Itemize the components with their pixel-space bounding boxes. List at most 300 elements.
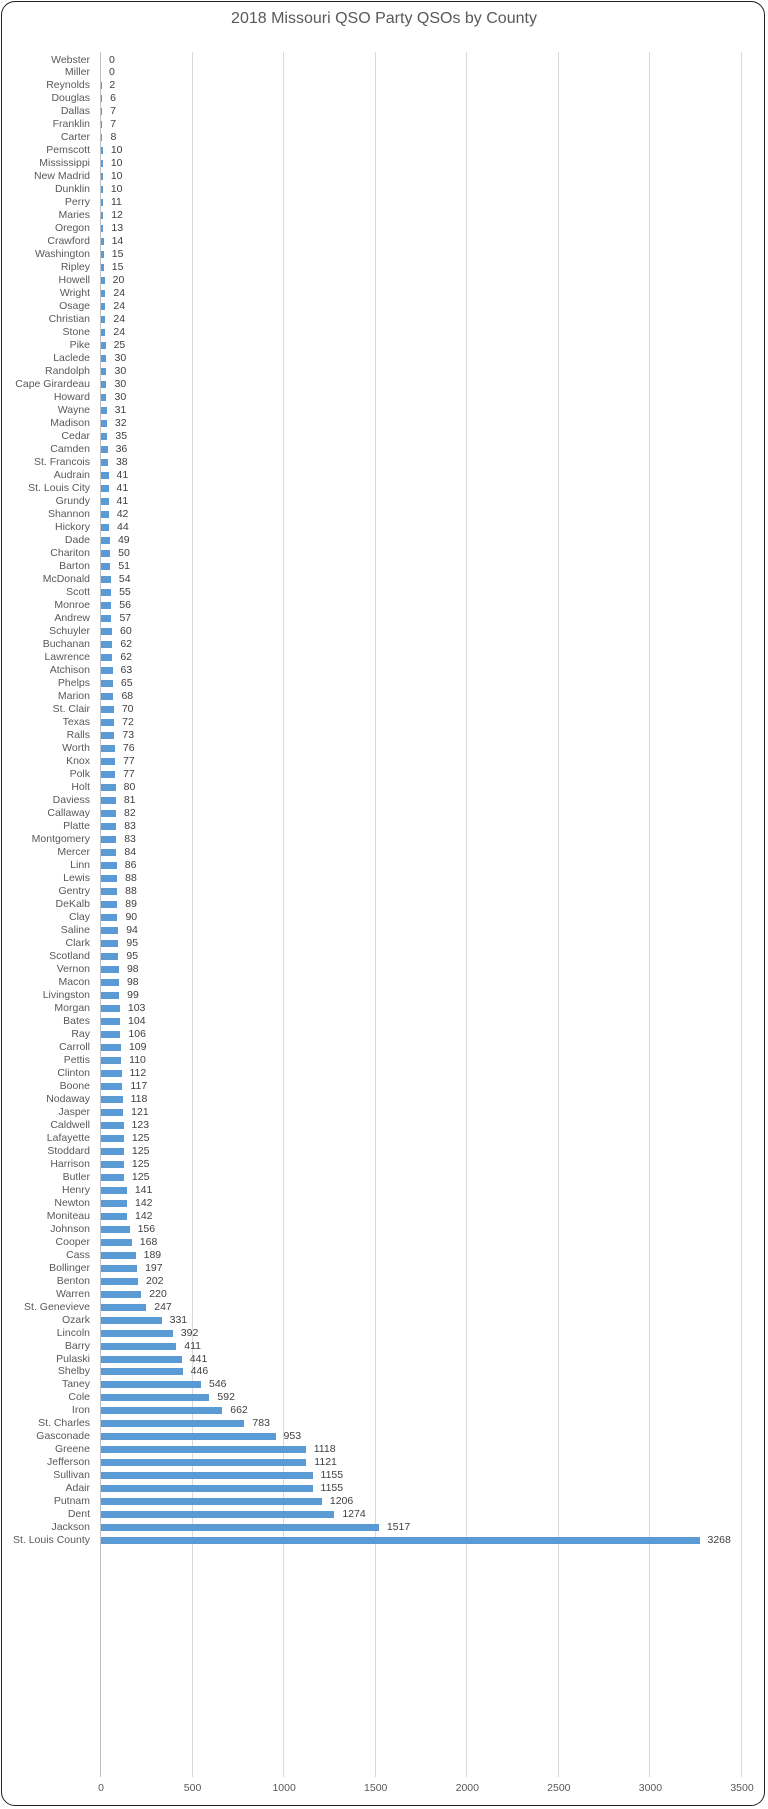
data-label: 89	[125, 897, 137, 910]
bar	[101, 1420, 244, 1427]
category-label: Maries	[58, 209, 90, 222]
data-label: 82	[124, 806, 136, 819]
bar	[101, 914, 117, 921]
bar-row	[0, 248, 768, 261]
category-label: Cole	[68, 1391, 90, 1404]
bar	[101, 1005, 120, 1012]
data-label: 123	[131, 1118, 150, 1131]
bar-row	[0, 417, 768, 430]
data-label: 30	[114, 378, 127, 391]
bar-row	[0, 352, 768, 365]
category-label: Wright	[59, 287, 90, 300]
bar	[101, 1044, 121, 1051]
bar	[101, 1433, 276, 1440]
category-label: Buchanan	[42, 638, 90, 651]
bar-row	[0, 911, 768, 924]
category-label: Reynolds	[46, 79, 90, 92]
x-tick-label: 1000	[272, 1782, 296, 1794]
data-label: 54	[118, 573, 131, 586]
data-label: 49	[117, 534, 130, 547]
data-label: 41	[116, 482, 129, 495]
bar	[101, 602, 111, 609]
bar	[101, 1356, 182, 1363]
bar-row	[0, 1365, 768, 1378]
bar-row	[0, 235, 768, 248]
bar	[101, 641, 112, 648]
data-label: 142	[135, 1196, 153, 1209]
bar	[101, 823, 116, 830]
bar	[101, 1148, 124, 1155]
bar	[101, 784, 116, 791]
category-label: Boone	[59, 1079, 90, 1092]
data-label: 1517	[386, 1521, 411, 1534]
bar-row	[0, 66, 768, 79]
bar-row	[0, 157, 768, 170]
bar	[101, 836, 116, 843]
bar	[101, 472, 109, 479]
bar	[101, 992, 119, 999]
bar-row	[0, 898, 768, 911]
data-label: 10	[110, 170, 123, 183]
data-label: 86	[124, 858, 137, 871]
category-label: Livingston	[42, 988, 90, 1001]
data-label: 6	[110, 92, 116, 105]
bar-row	[0, 729, 768, 742]
data-label: 95	[126, 936, 139, 949]
category-label: Clay	[68, 910, 90, 923]
bar	[101, 1096, 123, 1103]
bar-row	[0, 1469, 768, 1482]
chart-title: 2018 Missouri QSO Party QSOs by County	[231, 10, 537, 27]
bar-row	[0, 872, 768, 885]
bar-row	[0, 560, 768, 573]
bar-row	[0, 105, 768, 118]
category-label: St. Francois	[33, 456, 90, 469]
bar-row	[0, 54, 768, 67]
data-label: 109	[128, 1040, 147, 1053]
category-label: Moniteau	[46, 1209, 90, 1222]
data-label: 73	[122, 728, 135, 741]
category-label: Gasconade	[36, 1430, 90, 1443]
bar	[101, 1213, 127, 1220]
bar-row	[0, 430, 768, 443]
data-label: 60	[119, 625, 132, 638]
category-label: Nodaway	[46, 1092, 90, 1105]
bar-row	[0, 1119, 768, 1132]
category-label: Laclede	[53, 352, 90, 365]
data-label: 202	[145, 1274, 164, 1287]
data-label: 189	[143, 1248, 162, 1261]
bar	[101, 225, 103, 232]
data-label: 104	[128, 1014, 146, 1027]
bar-row	[0, 1327, 768, 1340]
bar	[101, 888, 117, 895]
data-label: 70	[121, 703, 134, 715]
bar	[101, 1031, 120, 1038]
bar-row	[0, 963, 768, 976]
bar	[101, 940, 118, 947]
bar-row	[0, 1184, 768, 1197]
category-label: Greene	[54, 1443, 90, 1456]
category-label: Howard	[53, 391, 90, 404]
bar-row	[0, 469, 768, 482]
bar	[101, 667, 113, 674]
category-label: Caldwell	[50, 1118, 90, 1131]
category-label: St. Genevieve	[24, 1300, 90, 1313]
bar	[101, 810, 116, 817]
data-label: 65	[120, 677, 133, 690]
bar-row	[0, 1417, 768, 1430]
bar-row	[0, 768, 768, 781]
data-label: 24	[113, 313, 126, 326]
data-label: 197	[145, 1261, 163, 1274]
category-label: Shelby	[57, 1365, 90, 1378]
bar-row	[0, 677, 768, 690]
category-label: Clinton	[57, 1066, 90, 1079]
category-label: Henry	[61, 1183, 90, 1196]
bar-row	[0, 1041, 768, 1054]
bar-row	[0, 404, 768, 417]
category-label: Cape Girardeau	[15, 378, 90, 391]
category-label: St. Clair	[52, 703, 90, 715]
data-label: 392	[180, 1326, 199, 1339]
bar	[101, 979, 119, 986]
data-label: 80	[123, 780, 136, 793]
category-label: Newton	[54, 1196, 90, 1209]
bar-row	[0, 781, 768, 794]
bar	[101, 1278, 138, 1285]
data-label: 55	[119, 586, 131, 599]
bar-row	[0, 924, 768, 937]
bar	[101, 1174, 124, 1181]
bar	[101, 1018, 120, 1025]
category-label: Barton	[59, 560, 90, 573]
data-label: 8	[110, 131, 117, 144]
bar	[101, 108, 102, 115]
category-label: Gentry	[58, 884, 90, 897]
data-label: 1118	[313, 1443, 336, 1456]
data-label: 13	[111, 222, 124, 235]
bar-row	[0, 1158, 768, 1171]
bar-row	[0, 859, 768, 872]
bar-row	[0, 274, 768, 287]
bar	[101, 251, 104, 258]
bar	[101, 1057, 121, 1064]
bar	[101, 160, 103, 167]
bar-row	[0, 1314, 768, 1327]
category-label: Stone	[62, 326, 90, 339]
data-label: 83	[124, 832, 136, 845]
bar	[101, 1239, 132, 1246]
data-label: 10	[110, 144, 123, 157]
category-label: Worth	[62, 741, 90, 754]
data-label: 141	[134, 1183, 153, 1196]
bar-row	[0, 222, 768, 235]
category-label: Daviess	[52, 793, 90, 806]
bar-row	[0, 1067, 768, 1080]
category-label: Pettis	[63, 1053, 90, 1066]
category-label: Cass	[66, 1248, 90, 1261]
data-label: 24	[113, 287, 126, 300]
data-label: 1155	[320, 1482, 344, 1495]
bar-row	[0, 976, 768, 989]
bar-row	[0, 144, 768, 157]
bar-row	[0, 1404, 768, 1417]
data-label: 63	[120, 664, 133, 677]
bar-row	[0, 716, 768, 729]
data-label: 20	[112, 274, 125, 287]
data-label: 77	[123, 754, 135, 767]
data-label: 125	[131, 1144, 150, 1157]
x-tick-label: 500	[183, 1782, 202, 1794]
data-label: 783	[252, 1417, 270, 1430]
data-label: 76	[122, 741, 135, 754]
bar-row	[0, 1482, 768, 1495]
bar-row	[0, 378, 768, 391]
bar-row	[0, 1197, 768, 1210]
data-label: 90	[125, 910, 138, 923]
category-label: Dallas	[60, 105, 90, 118]
bar-row	[0, 1495, 768, 1508]
x-tick-label: 2500	[547, 1782, 571, 1794]
bar	[101, 1122, 124, 1129]
bar-row	[0, 612, 768, 625]
bar-row	[0, 1521, 768, 1534]
bar-row	[0, 131, 768, 144]
data-label: 50	[118, 547, 130, 560]
bar-row	[0, 495, 768, 508]
bar-row	[0, 1171, 768, 1184]
data-label: 98	[126, 962, 139, 975]
category-label: Howell	[58, 274, 90, 287]
data-label: 62	[120, 651, 133, 664]
bar-row	[0, 170, 768, 183]
data-label: 117	[130, 1079, 148, 1092]
bar-row	[0, 482, 768, 495]
bar	[101, 1200, 127, 1207]
data-label: 331	[169, 1313, 188, 1326]
bar	[101, 719, 114, 726]
data-label: 72	[122, 715, 134, 728]
data-label: 31	[114, 404, 127, 417]
bar	[101, 1537, 700, 1544]
data-label: 10	[110, 183, 123, 196]
bar-row	[0, 703, 768, 716]
data-label: 118	[130, 1092, 148, 1105]
bar-row	[0, 1301, 768, 1314]
bar-row	[0, 937, 768, 950]
bar-row	[0, 1430, 768, 1443]
bar-row	[0, 196, 768, 209]
data-label: 95	[126, 949, 139, 962]
bar	[101, 1459, 306, 1466]
bar	[101, 524, 109, 531]
bar	[101, 1252, 136, 1259]
category-label: Polk	[69, 767, 90, 780]
bar	[101, 1135, 124, 1142]
bar-row	[0, 1223, 768, 1236]
data-label: 30	[114, 391, 127, 404]
bar-row	[0, 391, 768, 404]
data-label: 84	[124, 845, 137, 858]
bar-row	[0, 1249, 768, 1262]
bar	[101, 1083, 122, 1090]
bar	[101, 1070, 122, 1077]
bar	[101, 1524, 379, 1531]
category-label: Macon	[58, 975, 90, 988]
bar-row	[0, 443, 768, 456]
bar	[101, 550, 110, 557]
bar	[101, 1381, 201, 1388]
bar-row	[0, 1353, 768, 1366]
bar-row	[0, 534, 768, 547]
data-label: 3268	[707, 1534, 731, 1547]
category-label: Vernon	[56, 962, 90, 975]
bar-row	[0, 1378, 768, 1391]
data-label: 77	[123, 767, 135, 780]
bar-row	[0, 742, 768, 755]
data-label: 98	[126, 975, 139, 988]
category-label: Wayne	[57, 404, 90, 417]
category-label: Scotland	[49, 949, 90, 962]
bar	[101, 121, 102, 128]
bar	[101, 342, 106, 349]
bar	[101, 1265, 137, 1272]
bar-row	[0, 547, 768, 560]
data-label: 546	[208, 1378, 227, 1391]
bar-row	[0, 885, 768, 898]
bar	[101, 1304, 146, 1311]
category-label: St. Charles	[38, 1417, 90, 1430]
data-label: 0	[109, 66, 115, 79]
bar	[101, 797, 116, 804]
data-label: 156	[137, 1222, 156, 1235]
category-label: Dade	[64, 534, 90, 547]
bar-row	[0, 261, 768, 274]
category-label: Crawford	[47, 235, 90, 248]
bar-row	[0, 209, 768, 222]
data-label: 592	[217, 1391, 235, 1404]
bar-row	[0, 794, 768, 807]
category-label: Hickory	[54, 521, 90, 534]
category-label: Pike	[69, 339, 90, 352]
bar	[101, 654, 112, 661]
bar	[101, 134, 102, 141]
x-tick-label: 1500	[364, 1782, 388, 1794]
bar	[101, 1511, 334, 1518]
bar-row	[0, 833, 768, 846]
data-label: 41	[116, 469, 129, 482]
bar	[101, 1485, 313, 1492]
category-label: Webster	[51, 53, 90, 66]
bar	[101, 498, 109, 505]
data-label: 0	[109, 53, 115, 66]
data-label: 1206	[329, 1495, 354, 1508]
data-label: 24	[113, 300, 126, 313]
bar-row	[0, 287, 768, 300]
bar	[101, 537, 110, 544]
category-label: Osage	[59, 300, 90, 313]
category-label: Bates	[63, 1014, 90, 1027]
bar	[101, 849, 116, 856]
bar-row	[0, 846, 768, 859]
data-label: 247	[154, 1300, 172, 1313]
bar-row	[0, 118, 768, 131]
x-tick-label: 0	[98, 1782, 104, 1794]
bar-row	[0, 989, 768, 1002]
category-label: Andrew	[54, 612, 90, 625]
data-label: 36	[115, 443, 128, 456]
bar-row	[0, 313, 768, 326]
bar	[101, 394, 106, 401]
bar-row	[0, 1080, 768, 1093]
bar	[101, 264, 104, 271]
data-label: 99	[127, 988, 139, 1001]
category-label: Harrison	[50, 1157, 90, 1170]
bar-row	[0, 1288, 768, 1301]
data-label: 51	[118, 560, 131, 573]
bar	[101, 615, 111, 622]
data-label: 14	[111, 235, 124, 248]
data-label: 32	[114, 417, 127, 430]
data-label: 125	[131, 1131, 150, 1144]
category-label: Holt	[71, 780, 90, 793]
category-label: Bollinger	[49, 1261, 90, 1274]
category-label: Grundy	[55, 495, 90, 508]
category-label: Lawrence	[44, 651, 90, 664]
bar	[101, 147, 103, 154]
data-label: 88	[125, 884, 137, 897]
data-label: 81	[123, 793, 136, 806]
bar	[101, 901, 117, 908]
category-label: Saline	[60, 923, 90, 936]
data-label: 2	[109, 79, 116, 92]
category-label: Iron	[71, 1404, 90, 1417]
data-label: 30	[114, 365, 127, 378]
bar	[101, 1317, 162, 1324]
x-tick-label: 2000	[455, 1782, 479, 1794]
bar-row	[0, 1534, 768, 1547]
data-label: 168	[139, 1235, 158, 1248]
bar	[101, 186, 103, 193]
bar	[101, 277, 105, 284]
bar	[101, 95, 102, 102]
category-label: Schuyler	[49, 625, 90, 638]
data-label: 56	[119, 599, 131, 612]
bar-row	[0, 950, 768, 963]
category-label: Putnam	[53, 1495, 90, 1508]
bar-row	[0, 79, 768, 92]
bar-row	[0, 1391, 768, 1404]
category-label: Audrain	[53, 469, 90, 482]
category-label: Jackson	[51, 1521, 90, 1534]
bar	[101, 758, 115, 765]
bar-row	[0, 1028, 768, 1041]
category-label: Oregon	[54, 222, 90, 235]
bar-row	[0, 625, 768, 638]
data-label: 94	[126, 923, 138, 936]
bar	[101, 1446, 306, 1453]
bar	[101, 316, 105, 323]
data-label: 30	[114, 352, 127, 365]
data-label: 15	[111, 248, 124, 261]
bar	[101, 862, 117, 869]
x-tick-label: 3500	[730, 1782, 754, 1794]
category-label: Scott	[66, 586, 90, 599]
bar	[101, 199, 103, 206]
category-label: Perry	[64, 196, 90, 209]
category-label: Jasper	[58, 1105, 90, 1118]
